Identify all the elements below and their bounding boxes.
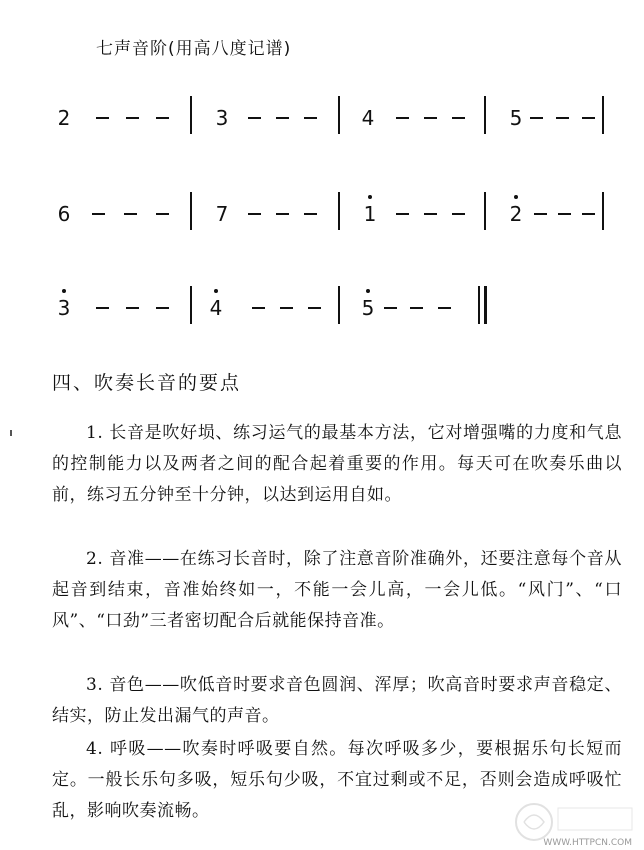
- high-octave-dot: [368, 195, 372, 199]
- paragraph-4: 4. 呼吸——吹奏时呼吸要自然。每次呼吸多少，要根据乐句长短而定。一般长乐句多吸，短乐句少吸，不宜过剩或不足，否则会造成呼吸忙乱，影响吹奏流畅。: [52, 739, 622, 821]
- dash: [556, 117, 569, 119]
- dash: [156, 307, 169, 309]
- note: 6: [57, 202, 71, 226]
- dash: [126, 307, 139, 309]
- dash: [92, 213, 105, 215]
- dash: [248, 213, 261, 215]
- paragraph-2: 2. 音准——在练习长音时，除了注意音阶准确外，还要注意每个音从起音到结束，音准始终如一，不能一会儿高，一会儿低。“风门”、“口风”、“口劲”三者密切配合后就能保持音准。: [52, 549, 622, 631]
- bar-line: [602, 96, 604, 134]
- note-high: [56, 298, 72, 318]
- dash: [96, 307, 109, 309]
- dash: [304, 213, 317, 215]
- note-digit: 4: [209, 296, 223, 320]
- dash: [156, 117, 169, 119]
- bar-line: [338, 96, 340, 134]
- note-high: [208, 298, 224, 318]
- dash: [252, 307, 265, 309]
- dash: [304, 117, 317, 119]
- bar-line: [338, 286, 340, 324]
- final-bar-line-thick: [484, 286, 487, 324]
- dash: [156, 213, 169, 215]
- dash: [582, 213, 595, 215]
- section-heading: 四、吹奏长音的要点: [52, 372, 242, 394]
- note-digit: 1: [363, 202, 377, 226]
- dash: [280, 307, 293, 309]
- watermark-text: WWW.HTTPCN.COM: [543, 838, 632, 848]
- high-octave-dot: [214, 289, 218, 293]
- bar-line: [484, 192, 486, 230]
- high-octave-dot: [514, 195, 518, 199]
- dash: [452, 117, 465, 119]
- dash: [248, 117, 261, 119]
- dash: [384, 307, 397, 309]
- bar-line: [190, 286, 192, 324]
- note: 3: [215, 106, 229, 130]
- dash: [410, 307, 423, 309]
- note: 2: [57, 106, 71, 130]
- dash: [276, 213, 289, 215]
- bar-line: [190, 96, 192, 134]
- dash: [582, 117, 595, 119]
- dash: [396, 213, 409, 215]
- bar-line: [338, 192, 340, 230]
- note-high: [362, 204, 378, 224]
- note-digit: 2: [509, 202, 523, 226]
- dash: [276, 117, 289, 119]
- note-digit: 5: [361, 296, 375, 320]
- high-octave-dot: [366, 289, 370, 293]
- final-bar-line-thin: [478, 286, 480, 324]
- score-title: 七声音阶(用高八度记谱): [96, 39, 292, 59]
- dash: [534, 213, 547, 215]
- note-high: [360, 298, 376, 318]
- paragraph-1: 1. 长音是吹好埙、练习运气的最基本方法，它对增强嘴的力度和气息的控制能力以及两者之间的配合起着重要的作用。每天可在吹奏乐曲以前，练习五分钟至十分钟，以达到运用自如。: [52, 423, 622, 505]
- score-row-1: [0, 96, 644, 156]
- bar-line: [190, 192, 192, 230]
- dash: [530, 117, 543, 119]
- score-row-2: [0, 192, 644, 252]
- dash: [308, 307, 321, 309]
- dash: [424, 117, 437, 119]
- note-digit: 3: [57, 296, 71, 320]
- dash: [124, 213, 137, 215]
- score-row-3: [0, 286, 644, 346]
- dash: [452, 213, 465, 215]
- bar-line: [484, 96, 486, 134]
- scan-speck: [10, 430, 12, 436]
- bar-line: [602, 192, 604, 230]
- dash: [424, 213, 437, 215]
- note: 4: [361, 106, 375, 130]
- dash: [96, 117, 109, 119]
- note-high: [508, 204, 524, 224]
- note: 7: [215, 202, 229, 226]
- dash: [438, 307, 451, 309]
- dash: [558, 213, 571, 215]
- high-octave-dot: [62, 289, 66, 293]
- note: 5: [509, 106, 523, 130]
- paragraph-3: 3. 音色——吹低音时要求音色圆润、浑厚；吹高音时要求声音稳定、结实，防止发出漏气的声音。: [52, 675, 622, 726]
- dash: [396, 117, 409, 119]
- dash: [126, 117, 139, 119]
